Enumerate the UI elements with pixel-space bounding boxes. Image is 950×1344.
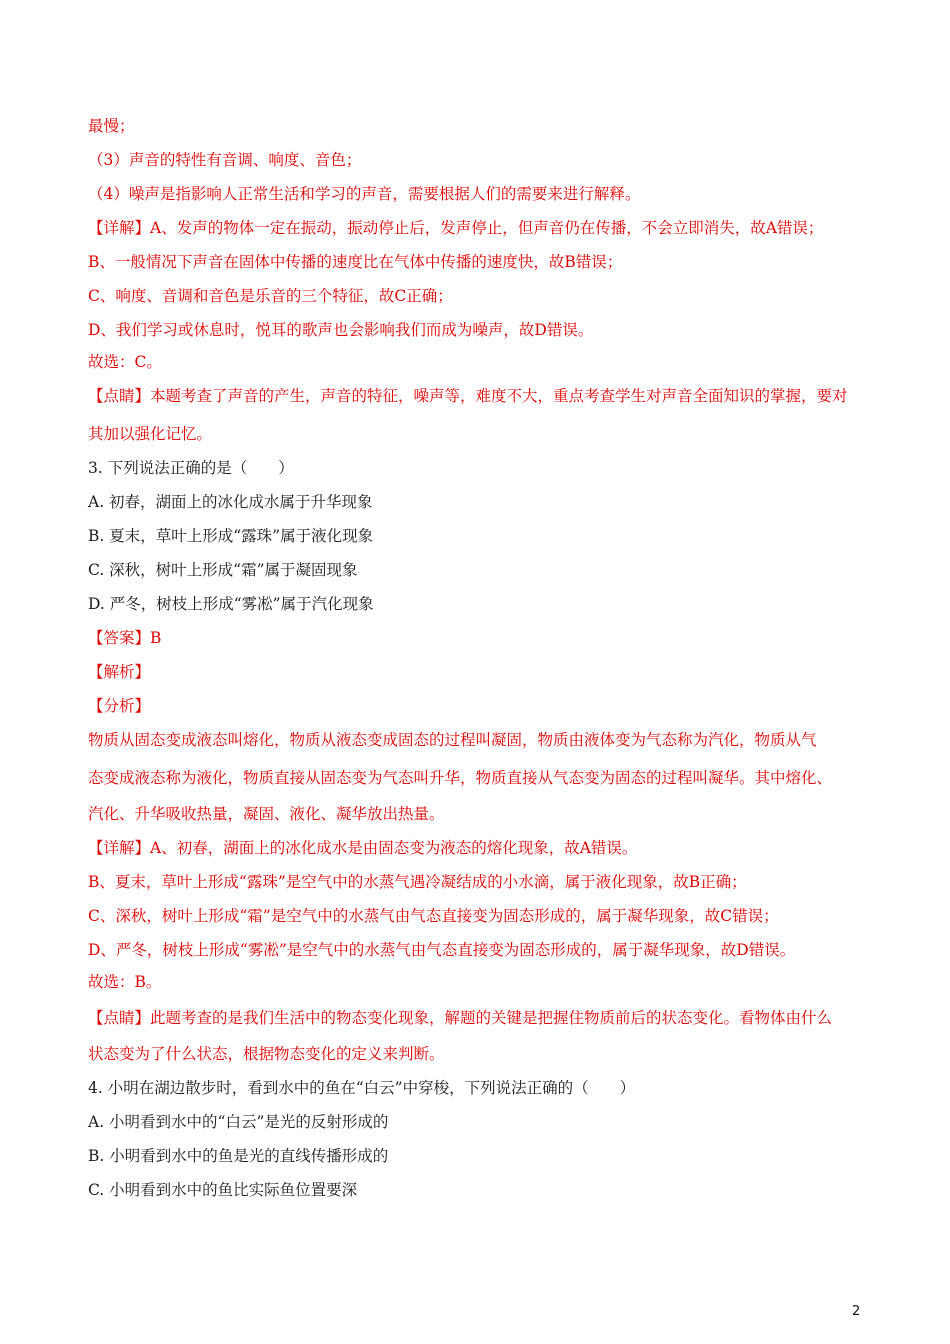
text-line: 故选：B。 <box>88 973 162 991</box>
page-number: 2 <box>852 1304 861 1319</box>
question-stem: 4. 小明在湖边散步时，看到水中的鱼在“白云”中穿梭，下列说法正确的（ ） <box>88 1079 636 1097</box>
text-line: 最慢； <box>88 117 135 135</box>
text-line: 【详解】A、初春，湖面上的冰化成水是由固态变为液态的熔化现象，故A错误。 <box>88 839 638 857</box>
question-stem: 3. 下列说法正确的是（ ） <box>88 459 294 477</box>
text-line: 【详解】A、发声的物体一定在振动，振动停止后，发声停止，但声音仍在传播，不会立即消失，故A错误； <box>88 219 824 237</box>
option-d: D. 严冬，树枝上形成“雾凇”属于汽化现象 <box>88 595 374 613</box>
text-line: 【点睛】本题考查了声音的产生，声音的特征，噪声等，难度不大，重点考查学生对声音全面知识的掌握，要对 <box>88 387 848 405</box>
text-line: 故选：C。 <box>88 353 162 371</box>
text-line: C、响度、音调和音色是乐音的三个特征，故C正确； <box>88 287 453 305</box>
text-line: B、夏末，草叶上形成“露珠”是空气中的水蒸气遇冷凝结成的小水滴，属于液化现象，故B正确； <box>88 873 747 891</box>
text-line: 状态变为了什么状态，根据物态变化的定义来判断。 <box>88 1045 445 1063</box>
option-c: C. 深秋，树叶上形成“霜”属于凝固现象 <box>88 561 358 579</box>
text-line: 态变成液态称为液化，物质直接从固态变为气态叫升华，物质直接从气态变为固态的过程叫凝华。其中熔化、 <box>88 769 833 787</box>
fenxi-label: 【分析】 <box>88 697 151 715</box>
analysis-label: 【解析】 <box>88 663 151 681</box>
option-b: B. 小明看到水中的鱼是光的直线传播形成的 <box>88 1147 389 1165</box>
text-line: 【点睛】此题考查的是我们生活中的物态变化现象，解题的关键是把握住物质前后的状态变化。看物体由什么 <box>88 1009 833 1027</box>
text-line: （4）噪声是指影响人正常生活和学习的声音，需要根据人们的需要来进行解释。 <box>88 185 641 203</box>
answer-label: 【答案】B <box>88 629 162 647</box>
text-line: 物质从固态变成液态叫熔化，物质从液态变成固态的过程叫凝固，物质由液体变为气态称为汽化，物质从气 <box>88 731 817 749</box>
option-b: B. 夏末，草叶上形成“露珠”属于液化现象 <box>88 527 374 545</box>
option-c: C. 小明看到水中的鱼比实际鱼位置要深 <box>88 1181 358 1199</box>
text-line: 汽化、升华吸收热量，凝固、液化、凝华放出热量。 <box>88 805 445 823</box>
option-a: A. 小明看到水中的“白云”是光的反射形成的 <box>88 1113 389 1131</box>
text-line: 其加以强化记忆。 <box>88 425 213 443</box>
text-line: B、一般情况下声音在固体中传播的速度比在气体中传播的速度快，故B错误； <box>88 253 623 271</box>
option-a: A. 初春，湖面上的冰化成水属于升华现象 <box>88 493 373 511</box>
text-line: D、我们学习或休息时，悦耳的歌声也会影响我们而成为噪声，故D错误。 <box>88 321 594 339</box>
text-line: （3）声音的特性有音调、响度、音色； <box>88 151 362 169</box>
text-line: D、严冬，树枝上形成“雾凇”是空气中的水蒸气由气态直接变为固态形成的，属于凝华现象，故D错误。 <box>88 941 796 959</box>
text-line: C、深秋，树叶上形成“霜”是空气中的水蒸气由气态直接变为固态形成的，属于凝华现象，故C错误； <box>88 907 779 925</box>
